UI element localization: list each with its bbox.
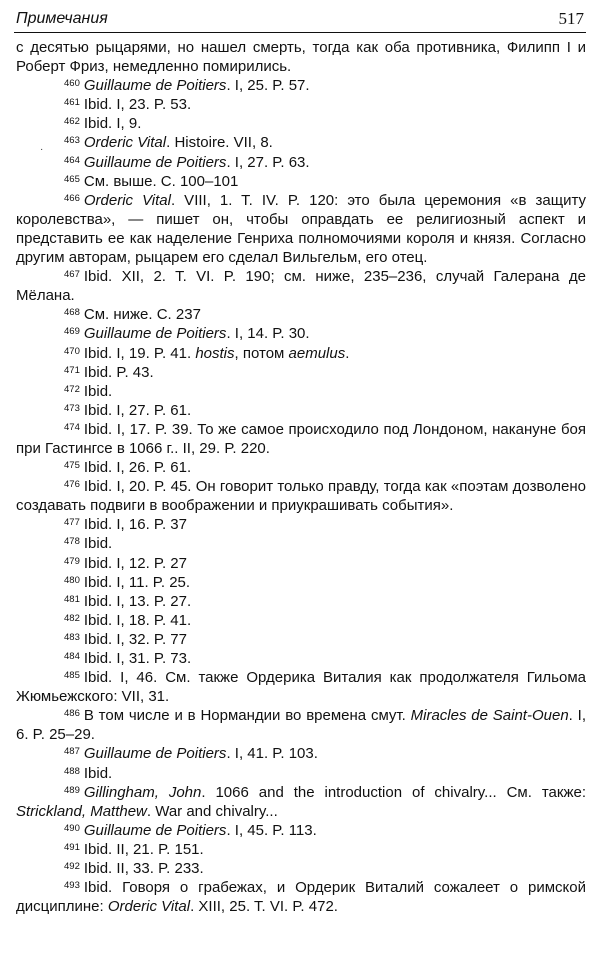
- section-title: Примечания: [16, 10, 108, 27]
- footnote-472: [16, 382, 586, 401]
- footnote-italic-text: Miracles de Saint-Ouen: [410, 707, 569, 725]
- footnote-number: 473: [64, 402, 80, 414]
- footnote-number: 483: [64, 631, 80, 643]
- footnote-text: . XIII, 25. T. VI. P. 472.: [190, 898, 338, 916]
- footnote-text: Ibid. I, 11. P. 25.: [83, 573, 191, 591]
- footnote-461: [16, 95, 586, 114]
- footnote-464: [16, 153, 586, 172]
- footnote-italic-text: Orderic Vital: [83, 191, 171, 209]
- footnote-number: 490: [64, 822, 80, 834]
- footnote-italic-text: Strickland, Matthew: [16, 802, 147, 820]
- footnote-number: 464: [64, 154, 80, 166]
- footnote-478: [16, 534, 586, 553]
- footnote-483: [16, 630, 586, 649]
- footnote-text: . 1066 and the introduction of chivalry... См. также:: [201, 783, 586, 801]
- footnote-italic-text: Gillingham, John: [83, 783, 202, 801]
- footnote-number: 477: [64, 517, 80, 529]
- footnote-text: См. ниже. С. 237: [83, 306, 201, 324]
- footnote-485: [16, 668, 586, 706]
- footnote-473: [16, 401, 586, 420]
- footnote-italic-text: Orderic Vital: [83, 134, 167, 152]
- footnote-482: [16, 611, 586, 630]
- footnote-italic-text: aemulus: [288, 344, 346, 362]
- footnote-text: .: [345, 344, 350, 362]
- footnote-number: 482: [64, 612, 80, 624]
- footnote-text: . VIII, 1. T. IV. P. 120: это была церемония «в защиту королевства», — пишет он, чтобы оправдать ее религиозный аспект и представить ее как наделение Генриха полномочиями короля и князя. Согласно другим авторам, рыцарем его сделал Вильгельм, его отец.: [16, 191, 586, 267]
- notes-body: [16, 38, 586, 916]
- footnote-text: Ibid. II, 33. P. 233.: [83, 860, 204, 878]
- footnote-italic-text: Guillaume de Poitiers: [83, 745, 227, 763]
- footnote-492: [16, 859, 586, 878]
- footnote-number: 467: [64, 269, 80, 281]
- footnote-text: Ibid. I, 12. P. 27: [83, 554, 187, 572]
- footnote-number: 493: [64, 880, 80, 892]
- stray-mark: ·: [40, 144, 44, 155]
- footnote-number: 487: [64, 746, 80, 758]
- footnote-474: [16, 420, 586, 458]
- footnote-487: [16, 744, 586, 763]
- footnote-469: [16, 324, 586, 343]
- continuation-paragraph: с десятью рыцарями, но нашел смерть, тогда как оба противника, Филипп I и Роберт Фриз, немедленно помирились.: [16, 39, 586, 76]
- footnote-490: [16, 821, 586, 840]
- footnote-text: Ibid.: [83, 764, 113, 782]
- footnote-number: 465: [64, 173, 80, 185]
- footnote-470: [16, 344, 586, 363]
- footnote-number: 472: [64, 383, 80, 395]
- footnote-text: Ibid. XII, 2. T. VI. P. 190; см. ниже, 235–236, случай Галерана де Мёлана.: [16, 268, 586, 305]
- footnote-text: . War and chivalry...: [146, 802, 278, 820]
- footnote-number: 463: [64, 135, 80, 147]
- footnote-number: 462: [64, 116, 80, 128]
- footnote-number: 485: [64, 670, 80, 682]
- footnote-italic-text: hostis: [195, 344, 235, 362]
- footnote-text: В том числе и в Нормандии во времена смут.: [83, 707, 411, 725]
- footnote-475: [16, 458, 586, 477]
- footnote-italic-text: Orderic Vital: [107, 898, 191, 916]
- footnote-text: Ibid. I, 26. P. 61.: [83, 459, 192, 477]
- footnote-number: 461: [64, 97, 80, 109]
- footnote-text: . Histoire. VII, 8.: [166, 134, 273, 152]
- footnote-484: [16, 649, 586, 668]
- footnote-480: [16, 573, 586, 592]
- footnote-476: [16, 477, 586, 515]
- footnote-489: [16, 783, 586, 821]
- footnote-number: 489: [64, 784, 80, 796]
- running-header: [14, 8, 586, 33]
- footnote-text: . I, 6. P. 25–29.: [16, 707, 586, 744]
- footnote-number: 481: [64, 593, 80, 605]
- footnote-number: 460: [64, 78, 80, 90]
- footnote-463: [16, 133, 586, 152]
- footnote-number: 486: [64, 708, 80, 720]
- footnote-text: Ibid.: [83, 535, 113, 553]
- footnote-number: 476: [64, 479, 80, 491]
- footnote-text: Ibid. I, 18. P. 41.: [83, 611, 192, 629]
- footnote-number: 466: [64, 192, 80, 204]
- footnote-number: 471: [64, 364, 80, 376]
- footnote-text: Ibid. I, 19. P. 41.: [83, 344, 196, 362]
- footnote-italic-text: Guillaume de Poitiers: [83, 821, 227, 839]
- footnote-italic-text: Guillaume de Poitiers: [83, 77, 227, 95]
- footnote-text: . I, 45. P. 113.: [226, 821, 317, 839]
- footnote-486: [16, 706, 586, 744]
- footnote-text: . I, 27. P. 63.: [226, 153, 310, 171]
- footnote-text: . I, 41. P. 103.: [226, 745, 318, 763]
- footnote-460: [16, 76, 586, 95]
- footnote-text: Ibid. P. 43.: [83, 363, 154, 381]
- footnote-text: Ibid. I, 31. P. 73.: [83, 650, 192, 667]
- footnote-number: 492: [64, 861, 80, 873]
- footnote-text: Ibid. I, 20. P. 45. Он говорит только правду, тогда как «поэтам дозволено создавать подвиги в воображении и приукрашивать события».: [16, 478, 586, 515]
- footnote-491: [16, 840, 586, 859]
- footnote-471: [16, 363, 586, 382]
- footnote-text: . I, 25. P. 57.: [226, 77, 310, 95]
- footnote-number: 484: [64, 651, 80, 662]
- footnote-number: 488: [64, 765, 80, 777]
- footnote-text: Ibid. I, 13. P. 27.: [83, 592, 192, 610]
- footnote-466: [16, 191, 586, 267]
- footnote-text: Ibid. I, 23. P. 53.: [83, 96, 192, 114]
- footnote-italic-text: Guillaume de Poitiers: [83, 153, 227, 171]
- footnote-text: Ibid.: [83, 382, 113, 400]
- footnote-number: 478: [64, 536, 80, 548]
- footnote-number: 470: [64, 345, 80, 357]
- footnote-text: Ibid. I, 27. P. 61.: [83, 401, 192, 419]
- footnote-number: 475: [64, 460, 80, 472]
- footnote-467: [16, 267, 586, 305]
- footnote-479: [16, 554, 586, 573]
- footnote-text: Ibid. I, 17. P. 39. То же самое происходило под Лондоном, накануне боя при Гастингсе в 1066 г.. II, 29. P. 220.: [16, 420, 586, 457]
- footnote-462: [16, 114, 586, 133]
- footnote-text: Ibid. I, 32. P. 77: [83, 630, 187, 648]
- footnote-text: , потом: [234, 344, 289, 362]
- footnote-number: 480: [64, 574, 80, 586]
- footnote-481: [16, 592, 586, 611]
- footnote-text: Ibid. I, 16. P. 37: [83, 516, 187, 534]
- footnote-number: 468: [64, 307, 80, 319]
- footnote-488: [16, 764, 586, 783]
- footnote-465: [16, 172, 586, 191]
- footnote-text: Ibid. II, 21. P. 151.: [83, 840, 204, 858]
- footnote-468: [16, 305, 586, 324]
- footnote-number: 479: [64, 555, 80, 567]
- footnote-number: 469: [64, 326, 80, 338]
- footnote-text: См. выше. С. 100–101: [83, 172, 239, 190]
- footnote-text: Ibid. I, 9.: [83, 115, 142, 133]
- page-number: 517: [558, 9, 584, 28]
- footnote-text: Ibid. Говоря о грабежах, и Ордерик Виталий сожалеет о римской дисциплине:: [16, 879, 586, 916]
- footnote-text: Ibid. I, 46. См. также Ордерика Виталия как продолжателя Гильома Жюмьежского: VII, 31.: [16, 669, 586, 706]
- footnote-493: [16, 878, 586, 916]
- footnote-number: 474: [64, 421, 80, 433]
- footnote-italic-text: Guillaume de Poitiers: [83, 325, 227, 343]
- footnote-477: [16, 515, 586, 534]
- footnote-number: 491: [64, 841, 80, 853]
- footnote-text: . I, 14. P. 30.: [226, 325, 310, 343]
